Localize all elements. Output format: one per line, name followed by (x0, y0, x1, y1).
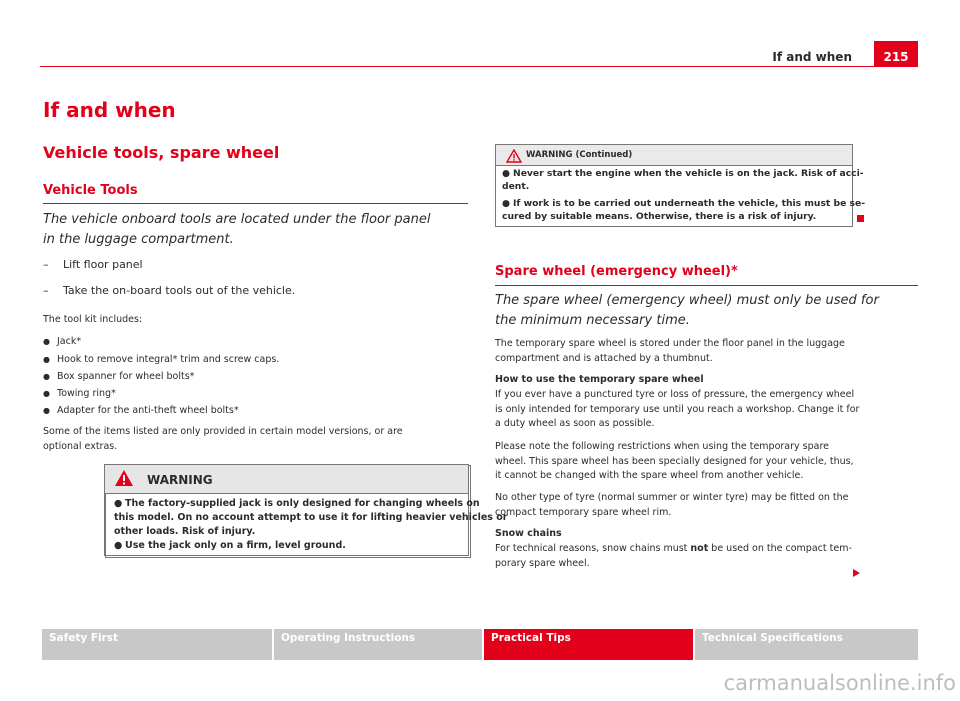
list-item: ● Towing ring* (43, 388, 116, 399)
arrow-right-icon (852, 563, 861, 582)
list-item: ● Hook to remove integral* trim and screw caps. (43, 354, 280, 365)
paragraph: For technical reasons, snow chains must not be used on the compact tem- porary spare wheel. (495, 543, 852, 569)
paragraph: The temporary spare wheel is stored under the floor panel in the luggage compartment and is attached by a thumbnut. (495, 338, 845, 364)
paragraph: No other type of tyre (normal summer or winter tyre) may be fitted on the compact temporary spare wheel rim. (495, 492, 849, 518)
kit-intro: The tool kit includes: (43, 314, 143, 325)
subsection-rule (495, 285, 918, 286)
footer-tab-operating-instructions[interactable]: Operating Instructions (274, 629, 482, 660)
intro-text: The spare wheel (emergency wheel) must only be used for the minimum necessary time. (495, 293, 879, 328)
warning-triangle-icon (114, 469, 134, 491)
end-square-icon (857, 215, 864, 222)
warning-continued-header (496, 145, 852, 166)
warning-continued-label: WARNING (Continued) (526, 150, 633, 160)
paragraph-heading: Snow chains (495, 528, 562, 539)
chapter-title: If and when (43, 98, 176, 122)
warning-item: ● The factory-supplied jack is only designed for changing wheels on this model. On no account attempt to use it for lifting heavier vehicles or other loads. Risk of injury. (114, 498, 508, 537)
paragraph: Please note the following restrictions when using the temporary spare wheel. This spare wheel has been specially designed for your vehicle, thus, it cannot be changed with the spare wheel from another vehicle. (495, 441, 854, 481)
subsection-rule (43, 203, 468, 204)
warning-header (105, 465, 468, 494)
watermark: carmanualsonline.info (723, 671, 956, 695)
header-rule (40, 66, 918, 67)
warning-triangle-icon (506, 148, 522, 167)
list-item: ● Box spanner for wheel bolts* (43, 371, 195, 382)
paragraph-heading: How to use the temporary spare wheel (495, 374, 704, 385)
intro-text: The vehicle onboard tools are located under the floor panel in the luggage compartment. (43, 212, 431, 247)
section-title: Vehicle tools, spare wheel (43, 143, 280, 162)
warning-item: ● Never start the engine when the vehicle is on the jack. Risk of acci- dent. (502, 168, 864, 192)
warning-item: ● Use the jack only on a firm, level ground. (114, 540, 346, 551)
subsection-title-vehicle-tools: Vehicle Tools (43, 183, 138, 198)
page-number: 215 (874, 41, 918, 66)
step-item: – Take the on-board tools out of the vehicle. (43, 284, 296, 297)
footer-tab-technical-specifications[interactable]: Technical Specifications (695, 629, 918, 660)
warning-item: ● If work is to be carried out underneath the vehicle, this must be se- cured by suitable means. Otherwise, there is a risk of injury. (502, 198, 866, 222)
warning-label: WARNING (147, 473, 213, 487)
subsection-title-spare-wheel: Spare wheel (emergency wheel)* (495, 264, 738, 279)
list-item: ● Jack* (43, 336, 82, 347)
running-header-title: If and when (772, 50, 852, 64)
list-item: ● Adapter for the anti-theft wheel bolts* (43, 405, 239, 416)
footer-tab-safety-first[interactable]: Safety First (42, 629, 272, 660)
footer-tab-practical-tips[interactable]: Practical Tips (484, 629, 693, 660)
paragraph: If you ever have a punctured tyre or loss of pressure, the emergency wheel is only intended for temporary use until you reach a workshop. Change it for a duty wheel as soon as possible. (495, 389, 860, 429)
optional-extras-note: Some of the items listed are only provided in certain model versions, or are optional extras. (43, 426, 403, 452)
step-item: – Lift floor panel (43, 258, 143, 271)
